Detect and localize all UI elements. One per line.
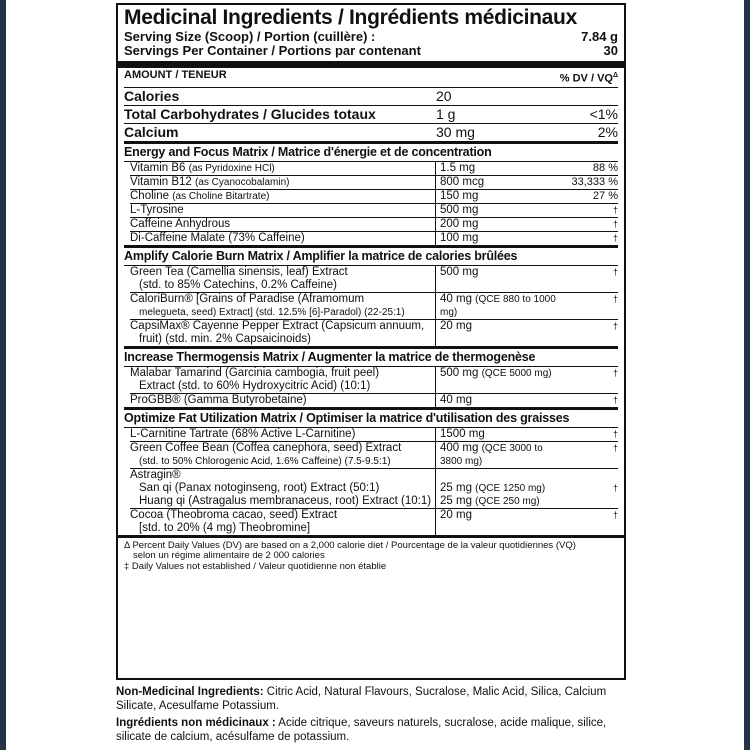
ingredient-row: L-Carnitine Tartrate (68% Active L-Carnitine) 1500 mg †	[130, 427, 618, 440]
ingredient-row: Green Tea (Camellia sinensis, leaf) Extract (std. to 85% Catechins, 0.2% Caffeine) 500 mg †	[130, 265, 618, 291]
nutrient-name: Total Carbohydrates / Glucides totaux	[124, 105, 376, 122]
ingredient-row: CapsiMax® Cayenne Pepper Extract (Capsicum annuum, fruit) (std. min. 2% Capsaicinoids) 20 mg †	[130, 319, 618, 345]
non-medicinal-ingredients	[116, 685, 631, 747]
ingredient-row: Di-Caffeine Malate (73% Caffeine) 100 mg †	[130, 231, 618, 244]
nutrient-dv: <1%	[589, 105, 618, 122]
footnotes	[118, 535, 624, 573]
amount-header-label: AMOUNT / TENEUR	[124, 69, 227, 81]
ingredient-row: Caffeine Anhydrous 200 mg †	[130, 217, 618, 230]
ingredient-row: Choline (as Choline Bitartrate) 150 mg 27 %	[130, 189, 618, 202]
footnote-dv-cont: selon un régime alimentaire de 2 000 calories	[133, 550, 325, 562]
right-frame-bar	[744, 0, 750, 750]
ingredient-row: Green Coffee Bean (Coffea canephora, seed) Extract (std. to 50% Chlorogenic Acid, 1.6% Caffeine) (7.5-9.5:1) 400 mg (QCE 3000 to 3800 mg) †	[130, 441, 618, 467]
ingredient-row: Cocoa (Theobroma cacao, seed) Extract [std. to 20% (4 mg) Theobromine] 20 mg †	[130, 508, 618, 534]
nutrient-name: Calories	[124, 87, 180, 104]
section-title-thermogenesis: Increase Thermogensis Matrix / Augmenter la matrice de thermogenèse	[124, 346, 618, 367]
ingredient-row-astragin: Astragin® San qi (Panax notoginseng, root) Extract (50:1) Huang qi (Astragalus membranaceus, root) Extract (10:1) 25 mg (QCE 1250 mg) 25 mg (QCE 250 mg) †	[130, 468, 618, 507]
nutrient-amount: 20	[436, 87, 452, 104]
nutrient-dv: 2%	[597, 123, 618, 140]
dv-header-label: % DV / $VQ^\Delta$	[559, 72, 618, 85]
serving-size-label: Serving Size (Scoop) / Portion (cuillère) :	[124, 29, 376, 44]
ingredient-row: Vitamin B12 (as Cyanocobalamin) 800 mcg 33,333 %	[130, 175, 618, 188]
ingredient-row: CaloriBurn® [Grains of Paradise (Aframomum melegueta, seed) Extract] (std. 12.5% [6]-Paradol) (22-25:1) 40 mg (QCE 880 to 1000 mg) †	[130, 292, 618, 318]
section-title-fat-utilization: Optimize Fat Utilization Matrix / Optimiser la matrice d'utilisation des graisses	[124, 407, 618, 428]
servings-per-container-row	[124, 44, 618, 58]
section-title-energy-focus: Energy and Focus Matrix / Matrice d'énergie et de concentration	[124, 144, 618, 162]
footnote-dv: Δ Percent Daily Values (DV) are based on a 2,000 calorie diet / Pourcentage de la valeur quotidiennes (VQ)	[124, 539, 576, 551]
servings-per-container-label: Servings Per Container / Portions par contenant	[124, 43, 421, 58]
nutrient-amount: 1 g	[436, 105, 456, 122]
left-frame-bar	[0, 0, 6, 750]
amount-header	[124, 68, 618, 88]
non-medicinal-fr: Ingrédients non médicinaux : Acide citrique, saveurs naturels, sucralose, acide malique, silice, silicate de calcium, acésulfame de potassium.	[116, 717, 607, 743]
nutrient-row-calcium	[124, 124, 618, 144]
serving-size-value: 7.84 g	[581, 29, 618, 44]
ingredient-row: ProGBB® (Gamma Butyrobetaine) 40 mg †	[130, 393, 618, 406]
serving-size-row	[124, 30, 618, 44]
ingredient-row: Malabar Tamarind (Garcinia cambogia, fruit peel) Extract (std. to 60% Hydroxycitric Acid) (10:1) 500 mg (QCE 5000 mg) †	[130, 366, 618, 392]
footnote-dagger: ‡ Daily Values not established / Valeur quotidienne non établie	[124, 560, 387, 572]
ingredient-row: L-Tyrosine 500 mg †	[130, 203, 618, 216]
thick-divider	[118, 61, 624, 68]
section-title-calorie-burn: Amplify Calorie Burn Matrix / Amplifier la matrice de calories brûlées	[124, 245, 618, 266]
supplement-facts-panel	[116, 3, 626, 680]
nutrient-amount: 30 mg	[436, 123, 475, 140]
ingredient-row: Vitamin B6 (as Pyridoxine HCl) 1.5 mg 88 %	[130, 161, 618, 174]
nutrient-row-carbohydrates	[124, 106, 618, 124]
panel-title: Medicinal Ingredients / Ingrédients médicinaux	[124, 6, 577, 29]
non-medicinal-en: Non-Medicinal Ingredients: Citric Acid, Natural Flavours, Sucralose, Malic Acid, Silica, Calcium Silicate, Acesulfame Potassium.	[116, 686, 607, 712]
servings-per-container-value: 30	[603, 43, 618, 58]
nutrient-name: Calcium	[124, 123, 179, 140]
nutrient-dv	[538, 88, 618, 105]
nutrient-row-calories	[124, 88, 618, 106]
